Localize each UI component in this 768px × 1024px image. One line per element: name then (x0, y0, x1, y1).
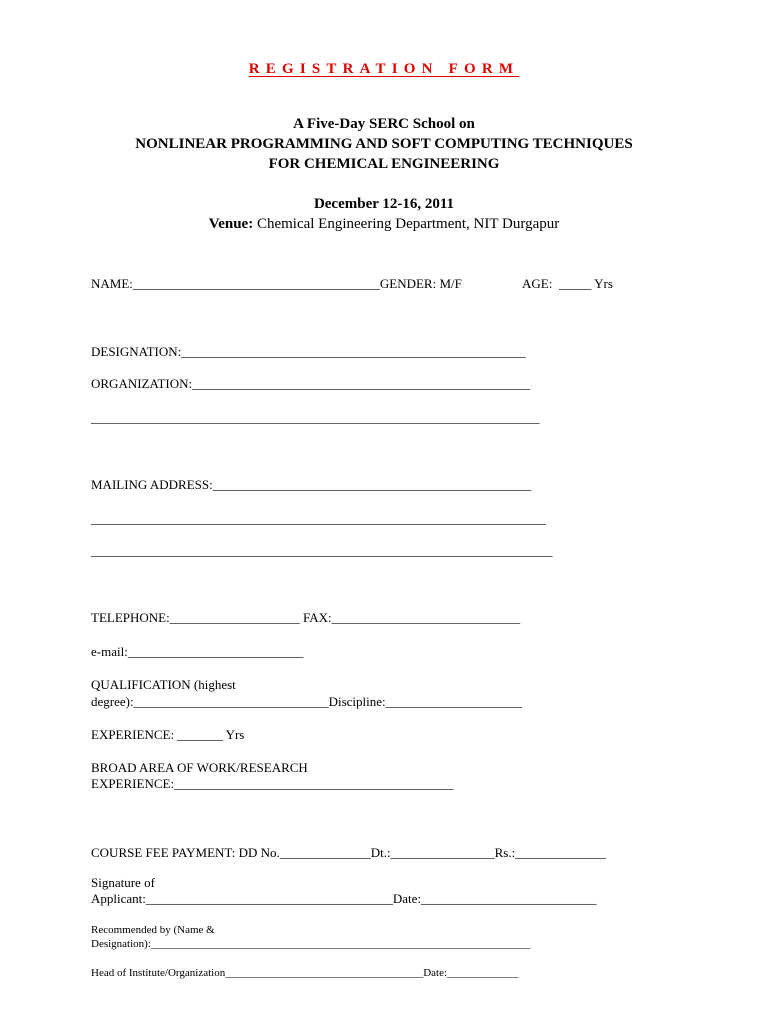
school-title-line1: NONLINEAR PROGRAMMING AND SOFT COMPUTING TECHNIQUES (135, 136, 633, 152)
course-fee-field[interactable]: COURSE FEE PAYMENT: DD No.______________Dt.:________________Rs.:______________ (91, 845, 607, 860)
school-intro: A Five-Day SERC School on (293, 116, 475, 132)
venue-label: Venue: (208, 216, 254, 232)
organization-field[interactable]: ORGANIZATION:____________________________________________________ (91, 376, 531, 391)
venue-value: Chemical Engineering Department, NIT Durgapur (253, 216, 560, 232)
signature-date-field[interactable]: Applicant:______________________________________Date:___________________________ (91, 891, 597, 906)
qualification-label: QUALIFICATION (highest (91, 677, 236, 692)
broad-area-label: BROAD AREA OF WORK/RESEARCH (91, 760, 308, 775)
head-institute-field[interactable]: Head of Institute/Organization____________________________________Date:_____________ (91, 967, 519, 979)
broad-area-field[interactable]: EXPERIENCE:___________________________________________ (91, 776, 454, 791)
mailing-address-line3[interactable]: _______________________________________________________________________ (91, 543, 553, 558)
mailing-address-line2[interactable]: ______________________________________________________________________ (91, 511, 546, 526)
experience-field[interactable]: EXPERIENCE: _______ Yrs (91, 727, 245, 742)
age-field[interactable]: AGE: _____ Yrs (522, 276, 613, 291)
telephone-fax-field[interactable]: TELEPHONE:____________________ FAX:_____________________________ (91, 610, 521, 625)
venue (0, 216, 768, 233)
recommended-label: Recommended by (Name & (91, 924, 215, 936)
organization-continuation[interactable]: _____________________________________________________________________ (91, 410, 540, 425)
recommended-field[interactable]: Designation):_____________________________________________________________________ (91, 938, 531, 950)
event-dates: December 12-16, 2011 (313, 196, 455, 212)
mailing-address-field[interactable]: MAILING ADDRESS:_________________________________________________ (91, 477, 532, 492)
form-title: REGISTRATION FORM (248, 61, 520, 77)
qualification-discipline-field[interactable]: degree):______________________________Discipline:_____________________ (91, 694, 523, 709)
name-gender-field[interactable]: NAME:______________________________________GENDER: M/F (91, 276, 462, 291)
school-title-line2: FOR CHEMICAL ENGINEERING (268, 156, 500, 172)
signature-label: Signature of (91, 875, 155, 890)
designation-field[interactable]: DESIGNATION:_____________________________________________________ (91, 344, 526, 359)
email-field[interactable]: e-mail:___________________________ (91, 644, 304, 659)
